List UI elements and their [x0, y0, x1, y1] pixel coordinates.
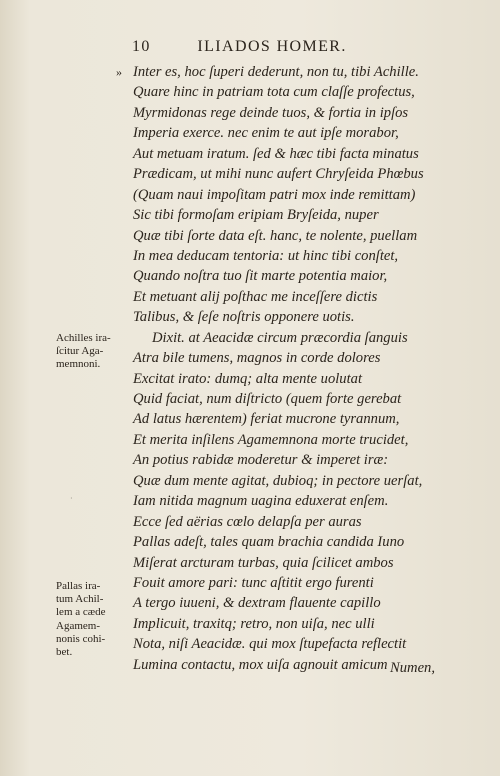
verse-text: (Quam naui impoſitam patri mox inde remittam): [133, 186, 416, 203]
stray-mark: ·: [70, 494, 73, 503]
verse-text: Quæ dum mente agitat, dubioq; in pectore uerſat,: [133, 472, 423, 489]
verse-text: Ecce ſed aërias cœlo delapſa per auras: [133, 513, 362, 530]
catchword: Numen,: [390, 660, 435, 676]
marginal-note-achilles: [56, 332, 122, 372]
verse-text: Implicuit, traxitq; retro, non uiſa, nec ulli: [133, 615, 375, 632]
marginal-note-line: lem a cæde: [56, 606, 106, 619]
verse-text: Sic tibi formoſam eripiam Bryſeida, nuper: [133, 207, 379, 224]
verse-text: Iam nitida magnum uagina eduxerat enſem.: [133, 493, 389, 510]
marginal-note-line: ſcitur Aga-: [56, 345, 104, 358]
verse-text: Et merita inſilens Agamemnona morte trucidet,: [133, 431, 409, 448]
verse-text: Lumina contactu, mox uiſa agnouit amicum: [133, 656, 388, 673]
verse-text: Imperia exerce. nec enim te aut ipſe morabor,: [133, 125, 399, 142]
running-title: ILIADOS HOMER.: [197, 38, 347, 55]
verse-text: Dixit. at Aeacidæ circum præcordia ſanguis: [152, 329, 408, 346]
verse-text: Quid faciat, num diſtricto (quem forte gerebat: [133, 391, 402, 407]
page-number: 10: [132, 38, 151, 55]
verse-text: A tergo iuueni, & dextram flauente capillo: [133, 595, 381, 612]
verse-text: An potius rabidæ moderetur & imperet iræ:: [133, 452, 389, 469]
verse-text: Quare hinc in patriam tota cum claſſe profectus,: [133, 84, 415, 101]
verse-text: Miſerat arcturam turbas, quia ſcilicet ambos: [133, 554, 394, 571]
verse-text: Ad latus hærentem) feriat mucrone tyrannum,: [133, 411, 400, 428]
marginal-note-pallas: [56, 580, 122, 659]
verse-text: Myrmidonas rege deinde tuos, & fortia in ipſos: [133, 104, 409, 121]
marginal-note-line: Pallas ira-: [56, 580, 101, 592]
verse-text: Prædicam, ut mihi nunc aufert Chryſeida Phœbus: [133, 166, 424, 183]
verse-text: Talibus, & ſeſe noſtris opponere uotis.: [133, 309, 355, 326]
verse-text: Quæ tibi ſorte data eſt. hanc, te nolente, puellam: [133, 227, 418, 244]
verse-text: Nota, niſi Aeacidæ. qui mox ſtupefacta reflectit: [133, 636, 407, 653]
marginal-note-line: bet.: [56, 646, 73, 659]
verse-text: Inter es, hoc ſuperi dederunt, non tu, tibi Achille.: [133, 64, 419, 80]
verse-text: In mea deducam tentoria: ut hinc tibi conſtet,: [133, 247, 399, 264]
marginal-note-line: nonis cohi-: [56, 632, 106, 645]
verse-text: Quando noſtra tuo ſit marte potentia maior,: [133, 268, 388, 285]
verse-text: Atra bile tumens, magnos in corde dolores: [133, 350, 381, 367]
verse-text: Et metuant alij poſthac me inceſſere dictis: [133, 288, 378, 305]
marginal-note-line: Achilles ira-: [56, 332, 111, 344]
marginal-note-line: tum Achil-: [56, 593, 104, 606]
running-header: [132, 38, 347, 56]
verse-text: Excitat irato: dumq; alta mente uolutat: [133, 370, 363, 387]
verse-text: Aut metuam iratum. ſed & hæc tibi facta minatus: [133, 145, 419, 162]
marginal-note-line: memnoni.: [56, 358, 101, 371]
quote-mark: »: [116, 65, 122, 79]
marginal-note-line: Agamem-: [56, 619, 100, 632]
verse-text: Pallas adeſt, tales quam brachia candida Iuno: [133, 534, 405, 551]
verse-text: Fouit amore pari: tunc aſtitit ergo furenti: [133, 574, 374, 591]
